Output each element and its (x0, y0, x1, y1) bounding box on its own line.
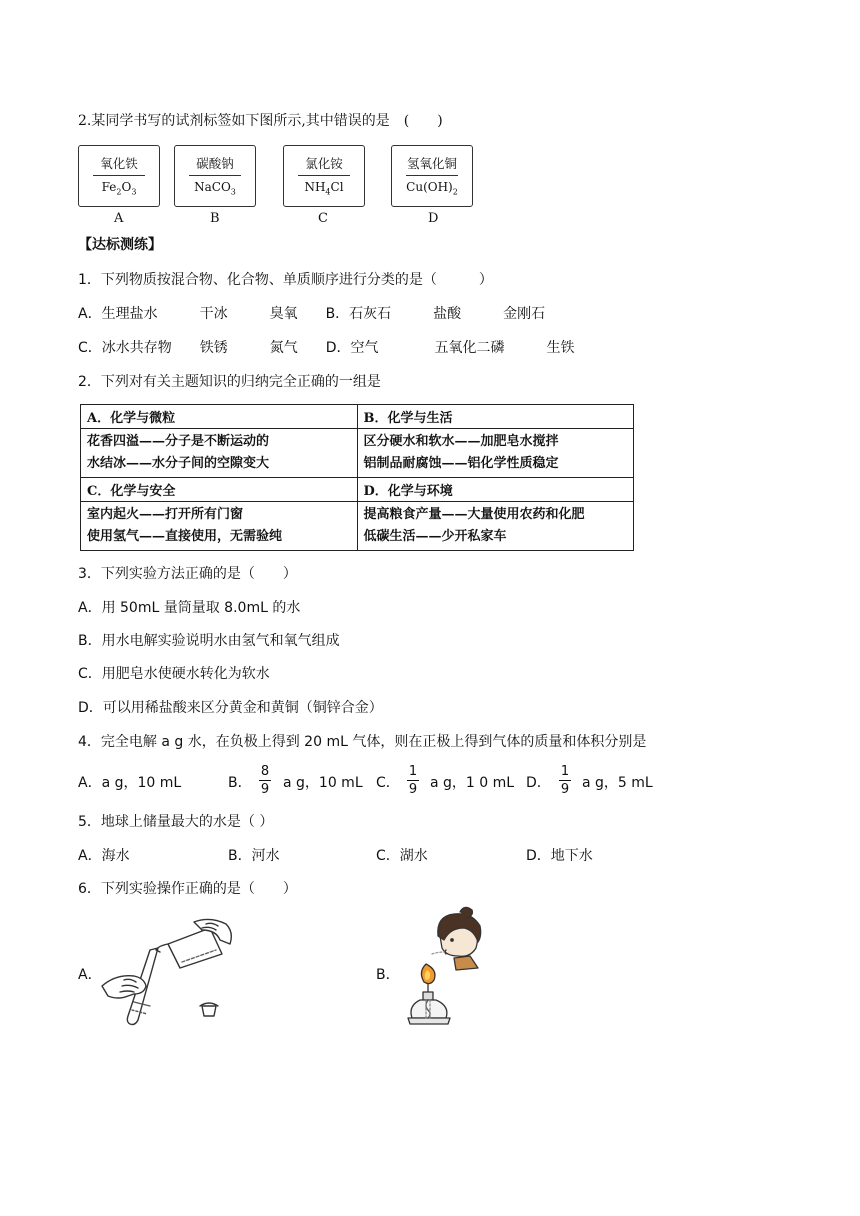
q4-option-a: A．a g，10 mL (78, 775, 182, 791)
table-cell-d-head: D．化学与环境 (357, 478, 634, 502)
option-letter-a: A (114, 211, 124, 226)
fraction-denominator: 9 (560, 782, 570, 797)
table-cell-c-head: C．化学与安全 (81, 478, 358, 502)
q1-options-row2: C．冰水共存物 铁锈 氮气 D．空气 五氧化二磷 生铁 (78, 340, 575, 356)
reagent-formula: NaCO$_3$ (194, 180, 236, 197)
option-letter-d: D (428, 211, 439, 226)
q1-options-row1: A．生理盐水 干冰 臭氧 B．石灰石 盐酸 金刚石 (78, 306, 546, 322)
table-cell-b-head: B．化学与生活 (357, 405, 634, 429)
reagent-name: 氯化铵 (305, 156, 343, 171)
q4-option-b-suffix: a g，10 mL (283, 775, 363, 791)
q5-option-d: D．地下水 (526, 848, 593, 864)
reagent-label-d (391, 145, 473, 207)
q4-option-c-fraction (406, 763, 420, 798)
table-line: 铝制品耐腐蚀——铝化学性质稳定 (363, 456, 559, 471)
reagent-label-b (174, 145, 256, 207)
question-labels-stem: 2.某同学书写的试剂标签如下图所示,其中错误的是 ( ) (78, 113, 443, 129)
q6-option-a: A． (78, 967, 102, 983)
label-divider (189, 175, 241, 176)
q6-option-b: B． (376, 967, 400, 983)
reagent-formula: $Cu(OH)_2$ (406, 180, 458, 197)
reagent-name: 氧化铁 (100, 156, 138, 171)
q5-option-b: B．河水 (228, 848, 280, 864)
fraction-denominator: 9 (408, 782, 418, 797)
section-title: 【达标测练】 (78, 237, 162, 253)
q4-option-d-fraction (558, 763, 572, 798)
q4-option-c-prefix: C． (376, 775, 400, 791)
table-cell-c-body (81, 502, 358, 551)
q4-option-b-prefix: B． (228, 775, 252, 791)
q3-option-a: A．用 50mL 量筒量取 8.0mL 的水 (78, 600, 301, 616)
q5-option-c: C．湖水 (376, 848, 428, 864)
label-divider (93, 175, 145, 176)
table-line: 低碳生活——少开私家车 (363, 529, 507, 544)
option-letter-b: B (210, 211, 220, 226)
reagent-name: 碳酸钠 (196, 156, 234, 171)
reagent-label-a (78, 145, 160, 207)
reagent-name: 氢氧化铜 (406, 156, 457, 171)
table-line: 提高粮食产量——大量使用农药和化肥 (363, 507, 585, 522)
q3-option-c: C．用肥皂水使硬水转化为软水 (78, 666, 270, 682)
q4-option-c-suffix: a g，1 0 mL (430, 775, 515, 791)
q5-stem: 5．地球上储量最大的水是（ ） (78, 814, 274, 830)
table-line: 水结冰——水分子间的空隙变大 (87, 456, 270, 471)
pouring-liquid-illustration (98, 916, 238, 1028)
table-cell-a-body (81, 429, 358, 478)
q4-option-d-suffix: a g，5 mL (582, 775, 653, 791)
table-cell-d-body (357, 502, 634, 551)
fraction-numerator: 1 (408, 764, 418, 779)
fraction-numerator: 8 (260, 764, 270, 779)
alcohol-lamp-illustration (398, 906, 498, 1034)
q3-stem: 3．下列实验方法正确的是（ ） (78, 566, 297, 582)
table-line: 区分硬水和软水——加肥皂水搅拌 (363, 434, 559, 449)
option-letter-c: C (318, 211, 328, 226)
q4-stem: 4．完全电解 a g 水，在负极上得到 20 mL 气体，则在正极上得到气体的质量和体积分别是 (78, 734, 647, 750)
q5-option-a: A．海水 (78, 848, 130, 864)
q3-option-b: B．用水电解实验说明水由氢气和氧气组成 (78, 633, 340, 649)
q3-option-d: D．可以用稀盐酸来区分黄金和黄铜（铜锌合金） (78, 700, 383, 716)
reagent-formula: $NH_4Cl$ (304, 180, 344, 197)
q4-option-b-fraction (258, 763, 272, 798)
fraction-numerator: 1 (560, 764, 570, 779)
q2-stem: 2．下列对有关主题知识的归纳完全正确的一组是 (78, 374, 381, 390)
reagent-label-c (283, 145, 365, 207)
label-divider (298, 175, 350, 176)
q1-stem: 1．下列物质按混合物、化合物、单质顺序进行分类的是（ ） (78, 272, 493, 288)
fraction-denominator: 9 (260, 782, 270, 797)
q4-option-d-prefix: D． (526, 775, 551, 791)
knowledge-table (80, 404, 634, 551)
table-cell-b-body (357, 429, 634, 478)
table-line: 花香四溢——分子是不断运动的 (87, 434, 270, 449)
table-cell-a-head: A．化学与微粒 (81, 405, 358, 429)
table-line: 使用氢气——直接使用，无需验纯 (87, 529, 283, 544)
reagent-formula: $Fe_2O_3$ (101, 180, 137, 197)
q6-stem: 6．下列实验操作正确的是（ ） (78, 881, 297, 897)
label-divider (406, 175, 458, 176)
table-line: 室内起火——打开所有门窗 (87, 507, 244, 522)
